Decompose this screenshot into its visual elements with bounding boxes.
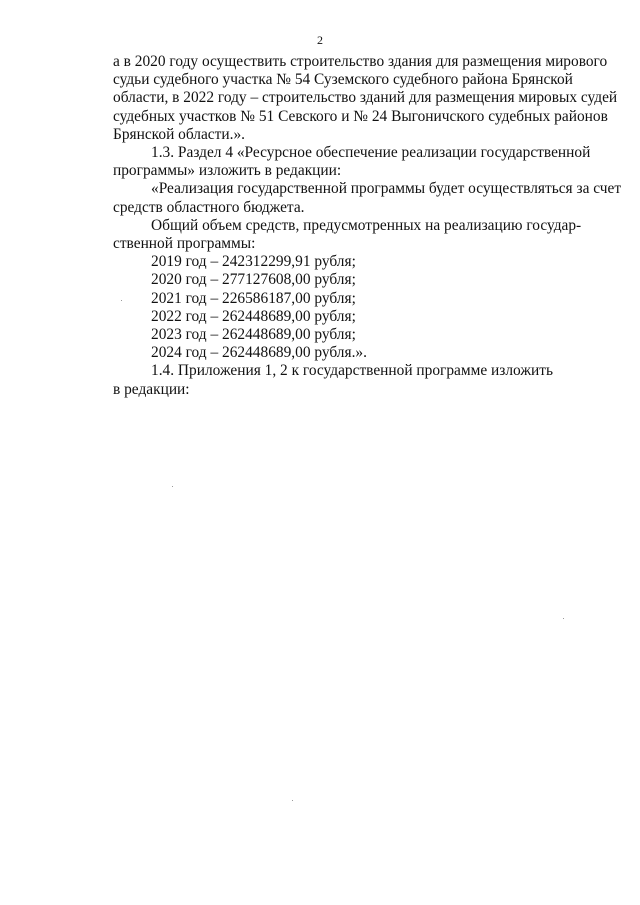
funding-year-item: 2021 год – 226586187,00 рубля; xyxy=(151,289,356,307)
funding-year-item: 2024 год – 262448689,00 рубля.». xyxy=(151,344,367,362)
paragraph-construction-plan xyxy=(113,53,618,144)
funding-by-year-list xyxy=(113,253,535,362)
text-line: «Реализация государственной программы будет осуществляться за счет xyxy=(151,180,622,198)
text-line: судебных участков № 51 Севского и № 24 Выгоничского судебных районов xyxy=(113,107,608,125)
text-line: в редакции: xyxy=(113,380,190,398)
funding-year-item: 2020 год – 277127608,00 рубля; xyxy=(151,271,356,289)
funding-year-item: 2019 год – 242312299,91 рубля; xyxy=(151,253,356,271)
text-line: 1.4. Приложения 1, 2 к государственной программе изложить xyxy=(151,362,553,380)
funding-year-item: 2022 год – 262448689,00 рубля; xyxy=(151,307,356,325)
text-line: 1.3. Раздел 4 «Ресурсное обеспечение реализации государственной xyxy=(151,144,591,162)
page-number: 2 xyxy=(317,33,323,47)
text-line: судьи судебного участка № 54 Суземского судебного района Брянской xyxy=(113,71,573,89)
text-line: ственной программы: xyxy=(113,235,256,253)
funding-year-item: 2023 год – 262448689,00 рубля; xyxy=(151,326,356,344)
scan-speck xyxy=(121,300,122,301)
scan-speck xyxy=(292,800,293,801)
text-line: а в 2020 году осуществить строительство здания для размещения мирового xyxy=(113,53,608,70)
text-line: программы» изложить в редакции: xyxy=(113,162,342,180)
document-body xyxy=(113,53,622,399)
scan-speck xyxy=(172,486,173,487)
text-line: Брянской области.». xyxy=(113,125,245,143)
text-line: Общий объем средств, предусмотренных на реализацию государ- xyxy=(151,216,582,234)
scan-speck xyxy=(563,618,564,619)
paragraph-appendices xyxy=(113,362,553,398)
paragraph-total-funding xyxy=(113,216,582,253)
paragraph-funding-source xyxy=(113,180,622,216)
text-line: средств областного бюджета. xyxy=(113,198,305,216)
text-line: области, в 2022 году – строительство зданий для размещения мировых судей xyxy=(113,89,618,107)
paragraph-section-4-amendment xyxy=(113,144,591,180)
